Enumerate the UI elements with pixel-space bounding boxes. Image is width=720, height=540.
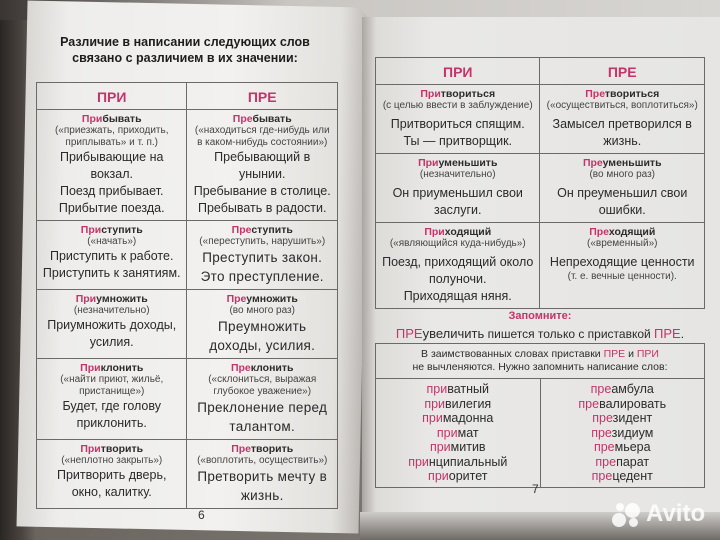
list-item: примат	[436, 425, 479, 440]
pri-cell: Приходящий («являющийся куда-нибудь») Поезд, приходящий около полуночи. Приходящая няня.	[376, 223, 540, 309]
table-row	[37, 110, 338, 221]
pre-cell: Преступить («переступить, нарушить») Преступить закон. Это преступление.	[187, 221, 338, 290]
list-item: президент	[592, 411, 653, 425]
example: Он преуменьшил свои ошибки.	[557, 186, 688, 217]
example: Прибытие поезда.	[58, 201, 165, 215]
list-item: приоритет	[428, 469, 488, 483]
example: Притвориться спящим.	[390, 117, 525, 131]
example: Приходящая няня.	[403, 289, 512, 303]
pri-cell: Приуменьшить (незначительно) Он приуменьшил свои заслуги.	[376, 154, 540, 223]
example: Приступить к занятиям.	[42, 266, 181, 280]
gloss: («являющийся куда-нибудь»)	[389, 238, 526, 249]
loanwords-intro: В заимствованных словах приставки ПРЕ и ПРИ не вычленяются. Нужно запомнить написание слов:	[376, 344, 705, 379]
gloss: («воплотить, осуществить»)	[197, 455, 328, 466]
example: Приступить к работе.	[50, 249, 174, 263]
gloss: («неплотно закрыть»)	[61, 455, 163, 466]
gloss: («склониться, выражая глубокое уважение»)	[208, 374, 317, 397]
pre-cell: Преуменьшить (во много раз) Он преуменьшил свои ошибки.	[540, 154, 705, 223]
pri-cell: Притвориться (с целью ввести в заблуждение) Притвориться спящим. Ты — притворщик.	[376, 85, 540, 154]
page-number-left: 6	[198, 508, 205, 522]
loanwords-table	[375, 343, 705, 488]
column-header-pri: ПРИ	[376, 58, 540, 85]
example: Прибывающие на вокзал.	[60, 150, 164, 181]
example: Преумножить доходы, усилия.	[209, 319, 316, 353]
gloss: («найти приют, жильё, пристанище»)	[60, 374, 164, 397]
column-header-pre: ПРЕ	[540, 58, 705, 85]
table-row	[37, 221, 338, 290]
left-comparison-table	[36, 82, 338, 509]
example: Пребывание в столице.	[193, 184, 331, 198]
pri-cell: Приступить («начать») Приступить к работе. Приступить к занятиям.	[37, 221, 187, 290]
table-row	[37, 359, 338, 440]
remember-title: Запомните:	[508, 310, 572, 322]
gloss: (во много раз)	[229, 305, 295, 316]
example: Замысел претворился в жизнь.	[552, 117, 692, 148]
example: (т. е. вечные ценности).	[567, 271, 677, 282]
list-item: преамбула	[590, 382, 654, 396]
example: Притворить дверь, окно, калитку.	[57, 468, 167, 499]
example: Будет, где голову приклонить.	[62, 399, 161, 430]
watermark-text: Avito	[646, 500, 706, 527]
list-item: привилегия	[424, 396, 492, 411]
gloss: (с целью ввести в заблуждение)	[382, 100, 533, 111]
gloss: (во много раз)	[589, 169, 655, 180]
heading-line-2: связано с различием в их значении:	[72, 51, 298, 65]
remember-note	[375, 310, 705, 341]
pre-word-list	[540, 379, 704, 488]
gloss: (незначительно)	[419, 169, 496, 180]
list-item: президиум	[591, 425, 654, 440]
example: Преклонение перед талантом.	[197, 400, 328, 434]
pre-cell: Претвориться («осуществиться, воплотиться») Замысел претворился в жизнь.	[540, 85, 705, 154]
example: Приумножить доходы, усилия.	[47, 318, 177, 349]
pri-cell: Прибывать («приезжать, приходить, приплывать» и т. п.) Прибывающие на вокзал. Поезд прибывает. Прибытие поезда.	[37, 110, 187, 221]
pri-cell: Приклонить («найти приют, жильё, пристанище») Будет, где голову приклонить.	[37, 359, 187, 440]
pre-cell: Пребывать («находиться где-нибудь или в каком-нибудь состоянии») Пребывающий в унынии. Пребывание в столице. Пребывать в радости.	[187, 110, 338, 221]
right-comparison-table	[375, 57, 705, 309]
table-row	[37, 290, 338, 359]
gloss: («переступить, нарушить»)	[199, 236, 326, 247]
table-row	[376, 85, 705, 154]
remember-text: ПРЕувеличить пишется только с приставкой ПРЕ.	[395, 326, 685, 341]
list-item: премьера	[593, 440, 651, 454]
list-item: превалировать	[578, 396, 667, 411]
avito-logo-icon	[612, 501, 642, 527]
pri-word-list	[376, 379, 541, 488]
list-item: примитив	[429, 440, 486, 454]
example: Пребывать в радости.	[197, 201, 327, 215]
gloss: («временный»)	[586, 238, 658, 249]
pri-cell: Приумножить (незначительно) Приумножить доходы, усилия.	[37, 290, 187, 359]
list-item: препарат	[595, 454, 650, 469]
gloss: («находиться где-нибудь или в каком-нибудь состоянии»)	[194, 125, 330, 148]
example: Претворить мечту в жизнь.	[197, 469, 328, 503]
table-row	[376, 154, 705, 223]
avito-watermark	[612, 500, 705, 528]
gloss: («приезжать, приходить, приплывать» и т. п.)	[54, 125, 169, 148]
column-header-pre: ПРЕ	[187, 83, 338, 110]
table-row	[37, 440, 338, 509]
pre-cell: Преумножить (во много раз) Преумножить доходы, усилия.	[187, 290, 338, 359]
example: Это преступление.	[200, 269, 324, 284]
example: Пребывающий в унынии.	[214, 150, 311, 181]
example: Он приуменьшил свои заслуги.	[392, 186, 523, 217]
example: Ты — притворщик.	[403, 134, 513, 148]
page-number-right: 7	[532, 482, 539, 496]
list-item: примадонна	[422, 411, 494, 425]
gloss: («осуществиться, воплотиться»)	[546, 100, 698, 111]
pre-cell: Преходящий («временный») Непреходящие ценности (т. е. вечные ценности).	[540, 223, 705, 309]
pre-cell: Преклонить («склониться, выражая глубокое уважение») Преклонение перед талантом.	[187, 359, 338, 440]
example: Преступить закон.	[202, 250, 323, 265]
gloss: (незначительно)	[73, 305, 150, 316]
pre-cell: Претворить («воплотить, осуществить») Претворить мечту в жизнь.	[187, 440, 338, 509]
list-item: прецедент	[591, 469, 653, 483]
example: Непреходящие ценности	[549, 255, 695, 269]
example: Поезд прибывает.	[59, 184, 164, 198]
column-header-pri: ПРИ	[37, 83, 187, 110]
heading-line-1: Различие в написании следующих слов	[60, 35, 310, 49]
example: Поезд, приходящий около полуночи.	[382, 255, 534, 286]
gloss: («начать»)	[87, 236, 137, 247]
list-item: принципиальный	[408, 454, 508, 469]
table-row	[376, 223, 705, 309]
pri-cell: Притворить («неплотно закрыть») Притворить дверь, окно, калитку.	[37, 440, 187, 509]
list-item: приватный	[426, 382, 489, 396]
left-page-heading	[40, 34, 330, 66]
